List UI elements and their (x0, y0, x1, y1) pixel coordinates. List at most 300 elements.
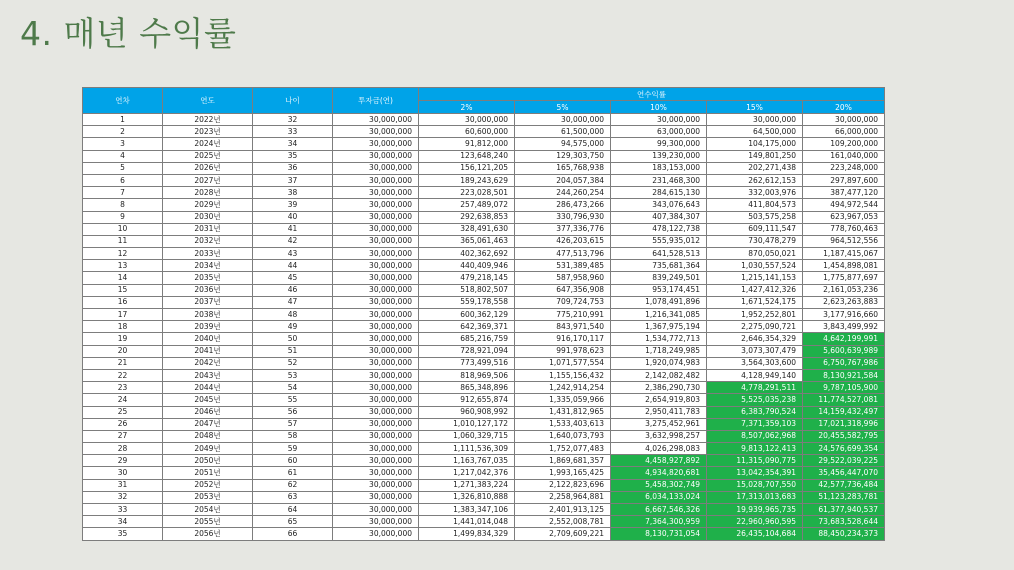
table-cell: 1,431,812,965 (515, 406, 611, 418)
table-cell: 44 (253, 260, 333, 272)
table-cell: 38 (253, 187, 333, 199)
table-cell: 478,122,738 (611, 223, 707, 235)
table-cell: 30 (83, 467, 163, 479)
table-cell: 5,600,639,989 (803, 345, 885, 357)
header-year: 연도 (163, 88, 253, 114)
table-cell: 912,655,874 (419, 394, 515, 406)
table-cell: 518,802,507 (419, 284, 515, 296)
table-cell: 728,921,094 (419, 345, 515, 357)
table-row (83, 187, 885, 199)
table-cell: 964,512,556 (803, 235, 885, 247)
table-cell: 647,356,908 (515, 284, 611, 296)
table-cell: 183,153,000 (611, 162, 707, 174)
table-row (83, 418, 885, 430)
table-cell: 29,522,039,225 (803, 455, 885, 467)
table-cell: 3,564,303,600 (707, 357, 803, 369)
table-cell: 2034년 (163, 260, 253, 272)
page-title: 4. 매년 수익률 (20, 14, 237, 53)
table-cell: 2031년 (163, 223, 253, 235)
table-cell: 37 (253, 174, 333, 186)
table-row (83, 284, 885, 296)
table-cell: 45 (253, 272, 333, 284)
table-row (83, 248, 885, 260)
table-cell: 49 (253, 321, 333, 333)
table-cell: 2046년 (163, 406, 253, 418)
table-cell: 30,000,000 (333, 418, 419, 430)
table-cell: 50 (253, 333, 333, 345)
table-cell: 2028년 (163, 187, 253, 199)
table-cell: 39 (253, 199, 333, 211)
table-cell: 8 (83, 199, 163, 211)
table-cell: 30,000,000 (333, 248, 419, 260)
table-cell: 387,477,120 (803, 187, 885, 199)
table-cell: 1 (83, 114, 163, 126)
table-cell: 30,000,000 (333, 394, 419, 406)
table-row (83, 516, 885, 528)
table-cell: 5 (83, 162, 163, 174)
table-cell: 2,646,354,329 (707, 333, 803, 345)
table-cell: 2,258,964,881 (515, 491, 611, 503)
header-period: 연차 (83, 88, 163, 114)
table-cell: 22,960,960,595 (707, 516, 803, 528)
table-cell: 2,161,053,236 (803, 284, 885, 296)
table-cell: 1,010,127,172 (419, 418, 515, 430)
table-cell: 991,978,623 (515, 345, 611, 357)
table-cell: 587,958,960 (515, 272, 611, 284)
table-cell: 402,362,692 (419, 248, 515, 260)
table-body (83, 114, 885, 541)
table-row (83, 223, 885, 235)
table-cell: 6,750,767,986 (803, 357, 885, 369)
table-cell: 30,000,000 (333, 284, 419, 296)
table-cell: 10 (83, 223, 163, 235)
table-cell: 30,000,000 (333, 369, 419, 381)
table-cell: 2,623,263,883 (803, 296, 885, 308)
table-cell: 30,000,000 (419, 114, 515, 126)
table-cell: 11 (83, 235, 163, 247)
table-cell: 818,969,506 (419, 369, 515, 381)
table-cell: 231,468,300 (611, 174, 707, 186)
table-cell: 55 (253, 394, 333, 406)
table-cell: 2,552,008,781 (515, 516, 611, 528)
table-cell: 30,000,000 (333, 260, 419, 272)
table-cell: 600,362,129 (419, 309, 515, 321)
table-row (83, 345, 885, 357)
table-cell: 2,401,913,125 (515, 504, 611, 516)
table-cell: 2037년 (163, 296, 253, 308)
table-cell: 1,441,014,048 (419, 516, 515, 528)
table-cell: 1,534,772,713 (611, 333, 707, 345)
table-cell: 641,528,513 (611, 248, 707, 260)
table-cell: 1,499,834,329 (419, 528, 515, 540)
table-cell: 330,796,930 (515, 211, 611, 223)
table-cell: 244,260,254 (515, 187, 611, 199)
table-cell: 6,034,133,024 (611, 491, 707, 503)
table-cell: 3 (83, 138, 163, 150)
header-rate: 5% (515, 101, 611, 114)
table-cell: 1,993,165,425 (515, 467, 611, 479)
table-cell: 8,507,062,968 (707, 430, 803, 442)
table-cell: 1,775,877,697 (803, 272, 885, 284)
table-cell: 20,455,582,795 (803, 430, 885, 442)
table-cell: 61 (253, 467, 333, 479)
table-cell: 73,683,528,644 (803, 516, 885, 528)
table-row (83, 272, 885, 284)
header-rate-group: 연수익률 (419, 88, 885, 101)
table-cell: 66,000,000 (803, 126, 885, 138)
table-cell: 30,000,000 (333, 174, 419, 186)
table-cell: 20 (83, 345, 163, 357)
table-cell: 30,000,000 (333, 455, 419, 467)
table-cell: 30,000,000 (333, 516, 419, 528)
table-cell: 161,040,000 (803, 150, 885, 162)
table-cell: 61,377,940,537 (803, 504, 885, 516)
table-row (83, 150, 885, 162)
table-cell: 1,533,403,613 (515, 418, 611, 430)
table-cell: 29 (83, 455, 163, 467)
table-cell: 63,000,000 (611, 126, 707, 138)
table-cell: 94,575,000 (515, 138, 611, 150)
table-cell: 46 (253, 284, 333, 296)
table-cell: 26 (83, 418, 163, 430)
table-row (83, 479, 885, 491)
table-cell: 3,275,452,961 (611, 418, 707, 430)
table-cell: 9,813,122,413 (707, 443, 803, 455)
table-cell: 284,615,130 (611, 187, 707, 199)
table-cell: 3,632,998,257 (611, 430, 707, 442)
table-cell: 33 (253, 126, 333, 138)
table-cell: 30,000,000 (803, 114, 885, 126)
table-cell: 43 (253, 248, 333, 260)
table-cell: 8,130,921,584 (803, 369, 885, 381)
table-cell: 1,111,536,309 (419, 443, 515, 455)
table-cell: 30,000,000 (333, 321, 419, 333)
table-cell: 6,667,546,326 (611, 504, 707, 516)
table-cell: 297,897,600 (803, 174, 885, 186)
table-cell: 426,203,615 (515, 235, 611, 247)
table-cell: 61,500,000 (515, 126, 611, 138)
table-row (83, 430, 885, 442)
table-cell: 2,950,411,783 (611, 406, 707, 418)
table-cell: 2036년 (163, 284, 253, 296)
table-cell: 1,187,415,067 (803, 248, 885, 260)
table-cell: 1,216,341,085 (611, 309, 707, 321)
table-cell: 4,642,199,991 (803, 333, 885, 345)
table-cell: 32 (83, 491, 163, 503)
table-cell: 18 (83, 321, 163, 333)
table-cell: 34 (253, 138, 333, 150)
table-cell: 2055년 (163, 516, 253, 528)
table-cell: 17,021,318,996 (803, 418, 885, 430)
table-row (83, 504, 885, 516)
table-cell: 30,000,000 (333, 187, 419, 199)
table-cell: 332,003,976 (707, 187, 803, 199)
table-cell: 2,709,609,221 (515, 528, 611, 540)
table-cell: 9 (83, 211, 163, 223)
table-cell: 2049년 (163, 443, 253, 455)
table-cell: 709,724,753 (515, 296, 611, 308)
table-row (83, 491, 885, 503)
table-row (83, 443, 885, 455)
table-cell: 3,177,916,660 (803, 309, 885, 321)
table-cell: 2051년 (163, 467, 253, 479)
table-cell: 6,383,790,524 (707, 406, 803, 418)
table-cell: 2027년 (163, 174, 253, 186)
table-cell: 328,491,630 (419, 223, 515, 235)
table-cell: 2053년 (163, 491, 253, 503)
table-cell: 51,123,283,781 (803, 491, 885, 503)
table-cell: 30,000,000 (333, 199, 419, 211)
table-cell: 12 (83, 248, 163, 260)
table-cell: 2045년 (163, 394, 253, 406)
table-cell: 4 (83, 150, 163, 162)
table-row (83, 162, 885, 174)
table-cell: 54 (253, 382, 333, 394)
table-cell: 30,000,000 (333, 491, 419, 503)
table-row (83, 406, 885, 418)
table-cell: 30,000,000 (333, 357, 419, 369)
table-row (83, 528, 885, 540)
table-cell: 35 (253, 150, 333, 162)
table-cell: 30,000,000 (333, 382, 419, 394)
table-cell: 204,057,384 (515, 174, 611, 186)
table-cell: 30,000,000 (333, 479, 419, 491)
table-cell: 66 (253, 528, 333, 540)
table-cell: 2052년 (163, 479, 253, 491)
table-cell: 559,178,558 (419, 296, 515, 308)
table-row (83, 321, 885, 333)
table-cell: 30,000,000 (333, 223, 419, 235)
table-cell: 2035년 (163, 272, 253, 284)
table-cell: 2041년 (163, 345, 253, 357)
table-cell: 30,000,000 (333, 504, 419, 516)
table-cell: 7,371,359,103 (707, 418, 803, 430)
table-cell: 42,577,736,484 (803, 479, 885, 491)
table-cell: 35 (83, 528, 163, 540)
table-cell: 59 (253, 443, 333, 455)
table-cell: 62 (253, 479, 333, 491)
table-cell: 257,489,072 (419, 199, 515, 211)
table-cell: 2 (83, 126, 163, 138)
table-row (83, 211, 885, 223)
table-row (83, 235, 885, 247)
header-rate: 2% (419, 101, 515, 114)
table-cell: 2043년 (163, 369, 253, 381)
table-cell: 17,313,013,683 (707, 491, 803, 503)
table-cell: 30,000,000 (333, 309, 419, 321)
table-cell: 41 (253, 223, 333, 235)
table-cell: 1,952,252,801 (707, 309, 803, 321)
table-cell: 642,369,371 (419, 321, 515, 333)
table-cell: 64 (253, 504, 333, 516)
table-cell: 4,778,291,511 (707, 382, 803, 394)
table-cell: 32 (253, 114, 333, 126)
table-cell: 13 (83, 260, 163, 272)
table-row (83, 333, 885, 345)
table-cell: 2048년 (163, 430, 253, 442)
table-cell: 2029년 (163, 199, 253, 211)
table-cell: 730,478,279 (707, 235, 803, 247)
table-cell: 14 (83, 272, 163, 284)
table-cell: 262,612,153 (707, 174, 803, 186)
table-cell: 609,111,547 (707, 223, 803, 235)
returns-table (82, 87, 885, 541)
table-cell: 4,458,927,892 (611, 455, 707, 467)
table-cell: 189,243,629 (419, 174, 515, 186)
table-cell: 843,971,540 (515, 321, 611, 333)
table-cell: 30,000,000 (333, 162, 419, 174)
table-cell: 4,128,949,140 (707, 369, 803, 381)
table-cell: 65 (253, 516, 333, 528)
table-cell: 21 (83, 357, 163, 369)
table-cell: 916,170,117 (515, 333, 611, 345)
table-cell: 7 (83, 187, 163, 199)
table-cell: 1,215,141,153 (707, 272, 803, 284)
table-cell: 5,458,302,749 (611, 479, 707, 491)
table-cell: 53 (253, 369, 333, 381)
table-cell: 2039년 (163, 321, 253, 333)
header-age: 나이 (253, 88, 333, 114)
table-cell: 3,073,307,479 (707, 345, 803, 357)
table-cell: 1,030,557,524 (707, 260, 803, 272)
table-cell: 123,648,240 (419, 150, 515, 162)
table-cell: 64,500,000 (707, 126, 803, 138)
table-cell: 30,000,000 (707, 114, 803, 126)
table-row (83, 260, 885, 272)
table-row (83, 296, 885, 308)
table-cell: 30,000,000 (333, 114, 419, 126)
table-cell: 13,042,354,391 (707, 467, 803, 479)
table-cell: 479,218,145 (419, 272, 515, 284)
table-row (83, 126, 885, 138)
table-cell: 109,200,000 (803, 138, 885, 150)
table-cell: 1,383,347,106 (419, 504, 515, 516)
table-cell: 16 (83, 296, 163, 308)
table-cell: 1,271,383,224 (419, 479, 515, 491)
header-rate: 10% (611, 101, 707, 114)
table-row (83, 382, 885, 394)
table-cell: 30,000,000 (333, 467, 419, 479)
table-cell: 411,804,573 (707, 199, 803, 211)
table-cell: 5,525,035,238 (707, 394, 803, 406)
table-cell: 292,638,853 (419, 211, 515, 223)
table-cell: 494,972,544 (803, 199, 885, 211)
table-cell: 223,248,000 (803, 162, 885, 174)
table-cell: 91,812,000 (419, 138, 515, 150)
table-cell: 2024년 (163, 138, 253, 150)
table-cell: 2032년 (163, 235, 253, 247)
table-cell: 407,384,307 (611, 211, 707, 223)
table-cell: 2054년 (163, 504, 253, 516)
table-cell: 30,000,000 (333, 211, 419, 223)
table-cell: 1,454,898,081 (803, 260, 885, 272)
table-cell: 129,303,750 (515, 150, 611, 162)
table-cell: 623,967,053 (803, 211, 885, 223)
table-cell: 30,000,000 (333, 272, 419, 284)
table-cell: 555,935,012 (611, 235, 707, 247)
table-row (83, 114, 885, 126)
table-cell: 15,028,707,550 (707, 479, 803, 491)
table-row (83, 369, 885, 381)
table-cell: 2040년 (163, 333, 253, 345)
table-cell: 1,242,914,254 (515, 382, 611, 394)
table-cell: 42 (253, 235, 333, 247)
table-cell: 440,409,946 (419, 260, 515, 272)
table-cell: 2,386,290,730 (611, 382, 707, 394)
table-cell: 30,000,000 (333, 126, 419, 138)
table-cell: 2025년 (163, 150, 253, 162)
table-row (83, 138, 885, 150)
table-cell: 1,367,975,194 (611, 321, 707, 333)
table-cell: 51 (253, 345, 333, 357)
table-cell: 104,175,000 (707, 138, 803, 150)
table-cell: 2,275,090,721 (707, 321, 803, 333)
table-cell: 8,130,731,054 (611, 528, 707, 540)
table-cell: 1,640,073,793 (515, 430, 611, 442)
table-row (83, 199, 885, 211)
table-row (83, 467, 885, 479)
table-cell: 1,920,074,983 (611, 357, 707, 369)
table-cell: 2022년 (163, 114, 253, 126)
table-cell: 34 (83, 516, 163, 528)
table-cell: 11,774,527,081 (803, 394, 885, 406)
table-cell: 7,364,300,959 (611, 516, 707, 528)
table-cell: 1,752,077,483 (515, 443, 611, 455)
table-cell: 2,142,082,482 (611, 369, 707, 381)
table-cell: 778,760,463 (803, 223, 885, 235)
header-rate: 15% (707, 101, 803, 114)
table-cell: 40 (253, 211, 333, 223)
table-cell: 2056년 (163, 528, 253, 540)
table-cell: 14,159,432,497 (803, 406, 885, 418)
table-cell: 1,335,059,966 (515, 394, 611, 406)
table-cell: 377,336,776 (515, 223, 611, 235)
header-row (83, 88, 885, 101)
table-cell: 2023년 (163, 126, 253, 138)
table-cell: 2038년 (163, 309, 253, 321)
table-cell: 2033년 (163, 248, 253, 260)
table-cell: 56 (253, 406, 333, 418)
table-cell: 685,216,759 (419, 333, 515, 345)
header-rate: 20% (803, 101, 885, 114)
table-cell: 156,121,205 (419, 162, 515, 174)
table-cell: 30,000,000 (333, 296, 419, 308)
table-cell: 139,230,000 (611, 150, 707, 162)
table-cell: 30,000,000 (333, 150, 419, 162)
table-cell: 11,315,090,775 (707, 455, 803, 467)
table-cell: 165,768,938 (515, 162, 611, 174)
table-cell: 30,000,000 (333, 345, 419, 357)
returns-table-container (82, 87, 884, 541)
table-cell: 4,934,820,681 (611, 467, 707, 479)
table-cell: 365,061,463 (419, 235, 515, 247)
table-cell: 19 (83, 333, 163, 345)
table-cell: 60 (253, 455, 333, 467)
table-cell: 1,718,249,985 (611, 345, 707, 357)
table-cell: 1,326,810,888 (419, 491, 515, 503)
table-cell: 15 (83, 284, 163, 296)
table-cell: 477,513,796 (515, 248, 611, 260)
table-cell: 57 (253, 418, 333, 430)
table-cell: 735,681,364 (611, 260, 707, 272)
table-cell: 2030년 (163, 211, 253, 223)
table-cell: 30,000,000 (333, 528, 419, 540)
table-cell: 503,575,258 (707, 211, 803, 223)
table-cell: 17 (83, 309, 163, 321)
table-cell: 1,071,577,554 (515, 357, 611, 369)
table-cell: 870,050,021 (707, 248, 803, 260)
table-cell: 839,249,501 (611, 272, 707, 284)
